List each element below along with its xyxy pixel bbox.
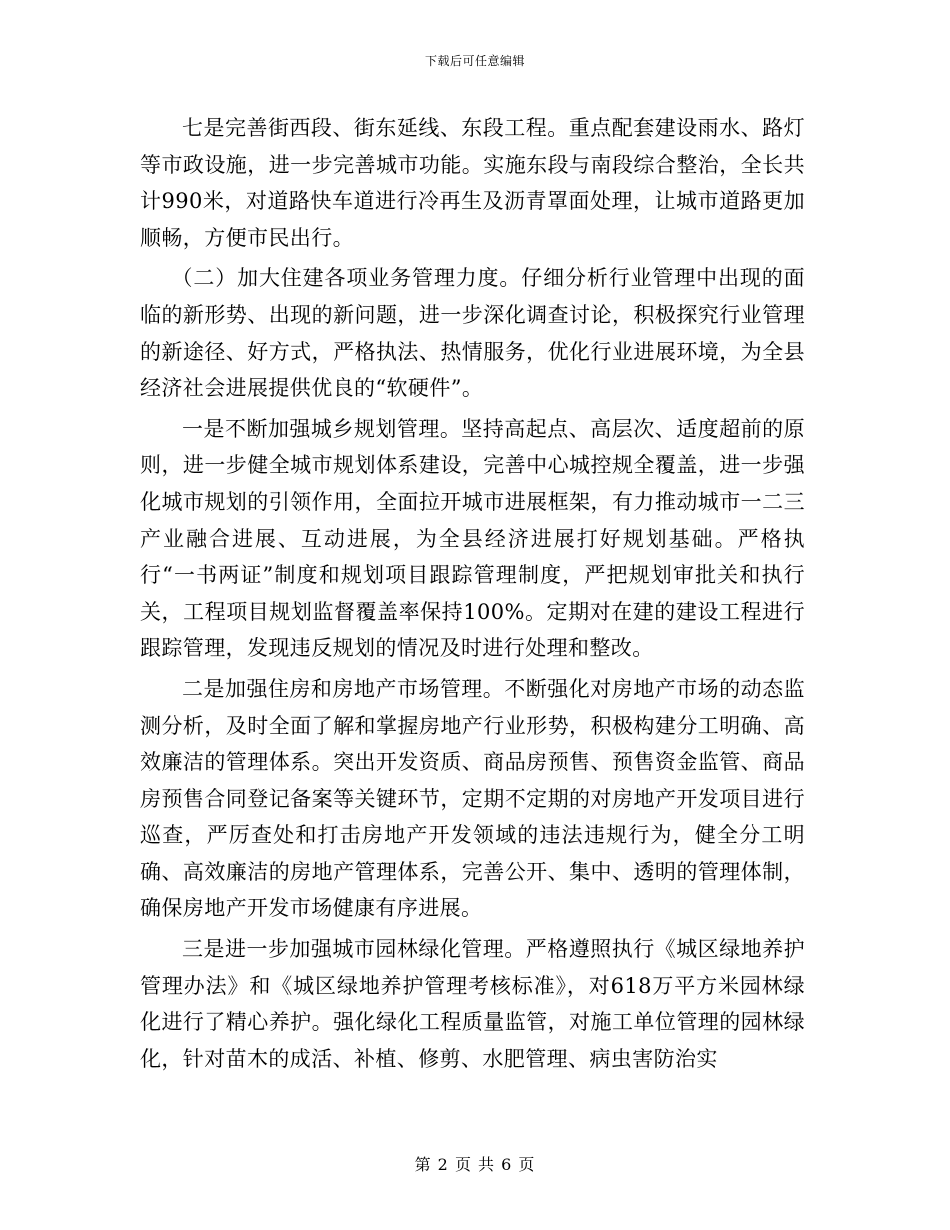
paragraph-housing: 二是加强住房和房地产市场管理。不断强化对房地产市场的动态监测分析，及时全面了解和掌握房地产行业形势，积极构建分工明确、高效廉洁的管理体系。突出开发资质、商品房预售、预售资金监管、商品房预售合同登记备案等关键环节，定期不定期的对房地产开发项目进行巡查，严厉查处和打击房地产开发领域的违法违规行为，健全分工明确、高效廉洁的房地产管理体系，完善公开、集中、透明的管理体制，确保房地产开发市场健康有序进展。 (140, 676, 805, 921)
page-header: 下载后可任意编辑 (424, 54, 525, 68)
paragraph-section-2: （二）加大住建各项业务管理力度。仔细分析行业管理中出现的面临的新形势、出现的新问题，进一步深化调查讨论，积极探究行业管理的新途径、好方式，严格执法、热情服务，优化行业进展环境，为全县经济社会进展提供优良的“软硬件”。 (140, 266, 805, 401)
paragraph-greening: 三是进一步加强城市园林绿化管理。严格遵照执行《城区绿地养护管理办法》和《城区绿地养护管理考核标准》，对618万平方米园林绿化进行了精心养护。强化绿化工程质量监管，对施工单位管理的园林绿化，针对苗木的成活、补植、修剪、水肥管理、病虫害防治实 (140, 937, 805, 1071)
paragraph-7: 七是完善街西段、街东延线、东段工程。重点配套建设雨水、路灯等市政设施，进一步完善城市功能。实施东段与南段综合整治，全长共计990米，对道路快车道进行冷再生及沥青罩面处理，让城市道路更加顺畅，方便市民出行。 (140, 116, 805, 250)
paragraph-planning: 一是不断加强城乡规划管理。坚持高起点、高层次、适度超前的原则，进一步健全城市规划体系建设，完善中心城控规全覆盖，进一步强化城市规划的引领作用，全面拉开城市进展框架，有力推动城市一二三产业融合进展、互动进展，为全县经济进展打好规划基础。严格执行“一书两证”制度和规划项目跟踪管理制度，严把规划审批关和执行关，工程项目规划监督覆盖率保持100%。定期对在建的建设工程进行跟踪管理，发现违反规划的情况及时进行处理和整改。 (140, 416, 805, 661)
page-number: 第 2 页 共 6 页 (414, 1155, 536, 1174)
document-body (140, 110, 805, 1081)
